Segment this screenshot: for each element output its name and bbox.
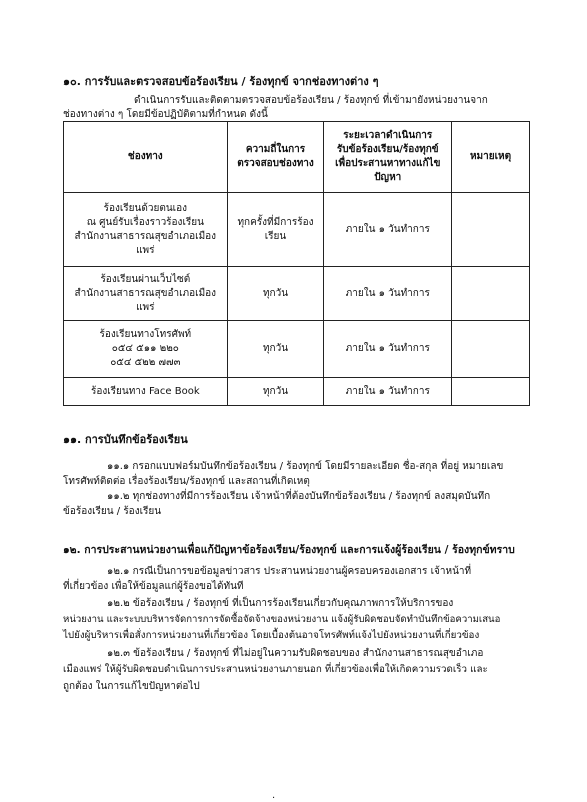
section-11-heading: ๑๑. การบันทึกข้อร้องเรียน [63, 433, 188, 446]
cell-frequency: ทุกวัน [227, 378, 324, 406]
header-note: หมายเหตุ [452, 122, 530, 193]
section-12-item2-line3: ไปยังผู้บริหารเพื่อสั่งการหน่วยงานที่เกี่ยวข้อง โดยเบื้องต้นอาจโทรศัพท์แจ้งไปยังหน่วยงานที่เกี่ยวข้อง [63, 630, 480, 641]
complaint-channels-table [63, 121, 530, 406]
section-12-item1-line1: ๑๒.๑ กรณีเป็นการขอข้อมูลข่าวสาร ประสานหน่วยงานผู้ครอบครองเอกสาร เจ้าหน้าที่ [107, 566, 472, 577]
cell-frequency: ทุกวัน [227, 267, 324, 321]
cell-channel: ร้องเรียนทางโทรศัพท์ ๐๕๔ ๕๑๑ ๒๒๐ ๐๕๔ ๕๒๒ ๗๗๓ [64, 321, 228, 378]
header-channel: ช่องทาง [64, 122, 228, 193]
cell-frequency: ทุกครั้งที่มีการร้องเรียน [227, 193, 324, 267]
table-header-row [64, 122, 530, 193]
cell-period: ภายใน ๑ วันทำการ [324, 267, 452, 321]
cell-note [452, 193, 530, 267]
section-11-item1-line2: โทรศัพท์ติดต่อ เรื่องร้องเรียน/ร้องทุกข์ และสถานที่เกิดเหตุ [63, 476, 310, 487]
cell-frequency: ทุกวัน [227, 321, 324, 378]
section-10-heading: ๑๐. การรับและตรวจสอบข้อร้องเรียน / ร้องทุกข์ จากช่องทางต่าง ๆ [63, 75, 379, 88]
section-11-item1-line1: ๑๑.๑ กรอกแบบฟอร์มบันทึกข้อร้องเรียน / ร้องทุกข์ โดยมีรายละเอียด ชื่อ-สกุล ที่อยู่ หมายเลข [107, 461, 504, 472]
section-10-intro-line1: ดำเนินการรับและติดตามตรวจสอบข้อร้องเรียน / ร้องทุกข์ ที่เข้ามายังหน่วยงานจาก [134, 95, 488, 106]
header-period: ระยะเวลาดำเนินการ รับข้อร้องเรียน/ร้องทุกข์ เพื่อประสานหาทางแก้ไข ปัญหา [324, 122, 452, 193]
cell-period: ภายใน ๑ วันทำการ [324, 378, 452, 406]
cell-channel: ร้องเรียนด้วยตนเอง ณ ศูนย์รับเรื่องราวร้องเรียน สำนักงานสาธารณสุขอำเภอเมือง แพร่ [64, 193, 228, 267]
section-12-item3-line1: ๑๒.๓ ข้อร้องเรียน / ร้องทุกข์ ที่ไม่อยู่ในความรับผิดชอบของ สำนักงานสาธารณสุขอำเภอ [107, 648, 484, 659]
section-12-item3-line2: เมืองแพร่ ให้ผู้รับผิดชอบดำเนินการประสานหน่วยงานภายนอก ที่เกี่ยวข้องเพื่อให้เกิดความรวดเร็ว และ [63, 664, 488, 675]
cell-note [452, 321, 530, 378]
cell-period: ภายใน ๑ วันทำการ [324, 193, 452, 267]
cell-note [452, 378, 530, 406]
section-11-item2-line2: ข้อร้องเรียน / ร้องเรียน [63, 506, 162, 517]
footer-mark: . [272, 790, 276, 801]
section-12-item2-line1: ๑๒.๒ ข้อร้องเรียน / ร้องทุกข์ ที่เป็นการร้องเรียนเกี่ยวกับคุณภาพการให้บริการของ [107, 598, 454, 609]
cell-note [452, 267, 530, 321]
header-frequency: ความถี่ในการ ตรวจสอบช่องทาง [227, 122, 324, 193]
section-11-item2-line1: ๑๑.๒ ทุกช่องทางที่มีการร้องเรียน เจ้าหน้าที่ต้องบันทึกข้อร้องเรียน / ร้องทุกข์ ลงสมุดบันทึก [107, 491, 491, 502]
table-row [64, 321, 530, 378]
section-12-item1-line2: ที่เกี่ยวข้อง เพื่อให้ข้อมูลแก่ผู้ร้องขอได้ทันที [63, 581, 244, 592]
cell-channel: ร้องเรียนผ่านเว็บไซต์ สำนักงานสาธารณสุขอำเภอเมือง แพร่ [64, 267, 228, 321]
table-row [64, 378, 530, 406]
table-row [64, 193, 530, 267]
section-12-heading: ๑๒. การประสานหน่วยงานเพื่อแก้ปัญหาข้อร้องเรียน/ร้องทุกข์ และการแจ้งผู้ร้องเรียน / ร้องทุกข์ทราบ [63, 544, 515, 556]
section-12-item3-line3: ถูกต้อง ในการแก้ไขปัญหาต่อไป [63, 681, 200, 692]
cell-channel: ร้องเรียนทาง Face Book [64, 378, 228, 406]
section-10-intro-line2: ช่องทางต่าง ๆ โดยมีข้อปฏิบัติตามที่กำหนด ดังนี้ [63, 109, 268, 120]
table-row [64, 267, 530, 321]
cell-period: ภายใน ๑ วันทำการ [324, 321, 452, 378]
section-12-item2-line2: หน่วยงาน และระบบบริหารจัดการการจัดซื้อจัดจ้างของหน่วยงาน แจ้งผู้รับผิดชอบจัดทำบันทึกข้อความเสนอ [63, 614, 501, 625]
